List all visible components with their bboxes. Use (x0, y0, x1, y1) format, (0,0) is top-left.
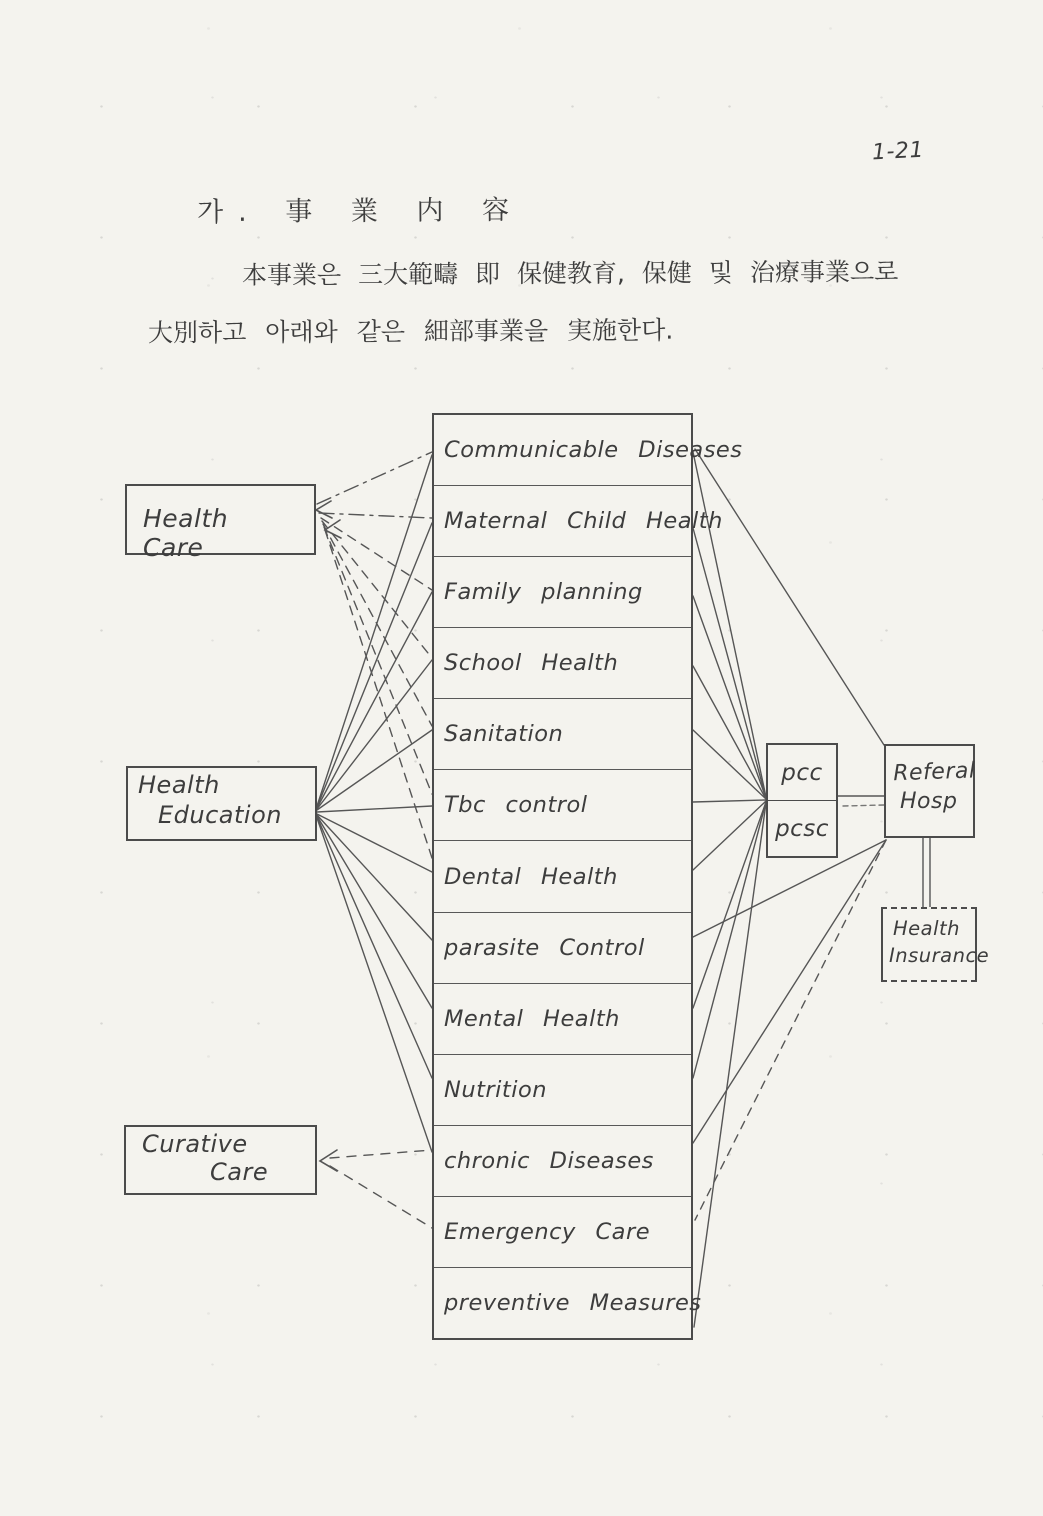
health-care-links (316, 452, 432, 858)
program-label: Maternal Child Health (444, 508, 723, 535)
health-insurance-label-line1: Health (893, 917, 961, 940)
program-label: School Health (444, 650, 619, 677)
program-row (434, 1055, 691, 1126)
program-label: Emergency Care (444, 1218, 651, 1245)
referral-hospital-box (884, 744, 975, 838)
health-insurance-box (881, 907, 990, 982)
program-label: parasite Control (444, 934, 645, 961)
program-label: Sanitation (444, 721, 564, 748)
referral-hospital-label-line1: Referal (892, 758, 976, 787)
page-number: 1-21 (871, 137, 925, 166)
paragraph-line-2: 大別하고 아래와 같은 細部事業을 実施한다. (147, 315, 674, 348)
health-care-box (125, 484, 316, 562)
pcc-referral-connector (838, 796, 884, 806)
program-label: preventive Measures (444, 1289, 702, 1316)
health-care-label: Health Care (143, 504, 229, 562)
referral-insurance-connector (923, 838, 930, 907)
curative-care-links (320, 1150, 432, 1228)
curative-care-label-line2: Care (210, 1158, 269, 1186)
program-label: Communicable Diseases (444, 437, 743, 464)
health-education-label-line1: Health (138, 771, 220, 799)
program-row (434, 557, 691, 628)
program-row (434, 770, 691, 841)
program-label: Nutrition (444, 1076, 548, 1103)
program-row (434, 984, 691, 1055)
program-label: Tbc control (444, 792, 588, 819)
program-row (434, 913, 691, 984)
program-label: Dental Health (444, 863, 618, 890)
program-row (434, 415, 743, 486)
paragraph-line-1: 本事業은 三大範疇 即 保健教育, 保健 및 治療事業으로 (241, 257, 899, 290)
program-label: Family planning (444, 579, 643, 606)
curative-care-box (124, 1125, 317, 1195)
pcc-pcsc-box (766, 743, 838, 858)
program-row (434, 699, 691, 770)
curative-care-label-line1: Curative (142, 1130, 248, 1158)
program-row (434, 1126, 691, 1197)
program-row (434, 1268, 702, 1338)
program-row (434, 486, 723, 557)
program-row (434, 628, 691, 699)
program-to-pcc-links (693, 452, 766, 1327)
program-row (434, 841, 691, 912)
health-education-box (126, 766, 317, 841)
program-label: chronic Diseases (444, 1147, 654, 1174)
referral-hospital-label-line2: Hosp (900, 789, 958, 814)
program-label: Mental Health (444, 1005, 620, 1032)
section-title: 가. 事 業 内 容 (196, 194, 525, 229)
health-education-label-line2: Education (158, 801, 282, 829)
pcc-label: pcc (768, 745, 836, 801)
program-row (434, 1197, 691, 1268)
health-insurance-label-line2: Insurance (889, 944, 990, 967)
program-list-box (432, 413, 743, 1340)
pcsc-label: pcsc (775, 815, 829, 842)
